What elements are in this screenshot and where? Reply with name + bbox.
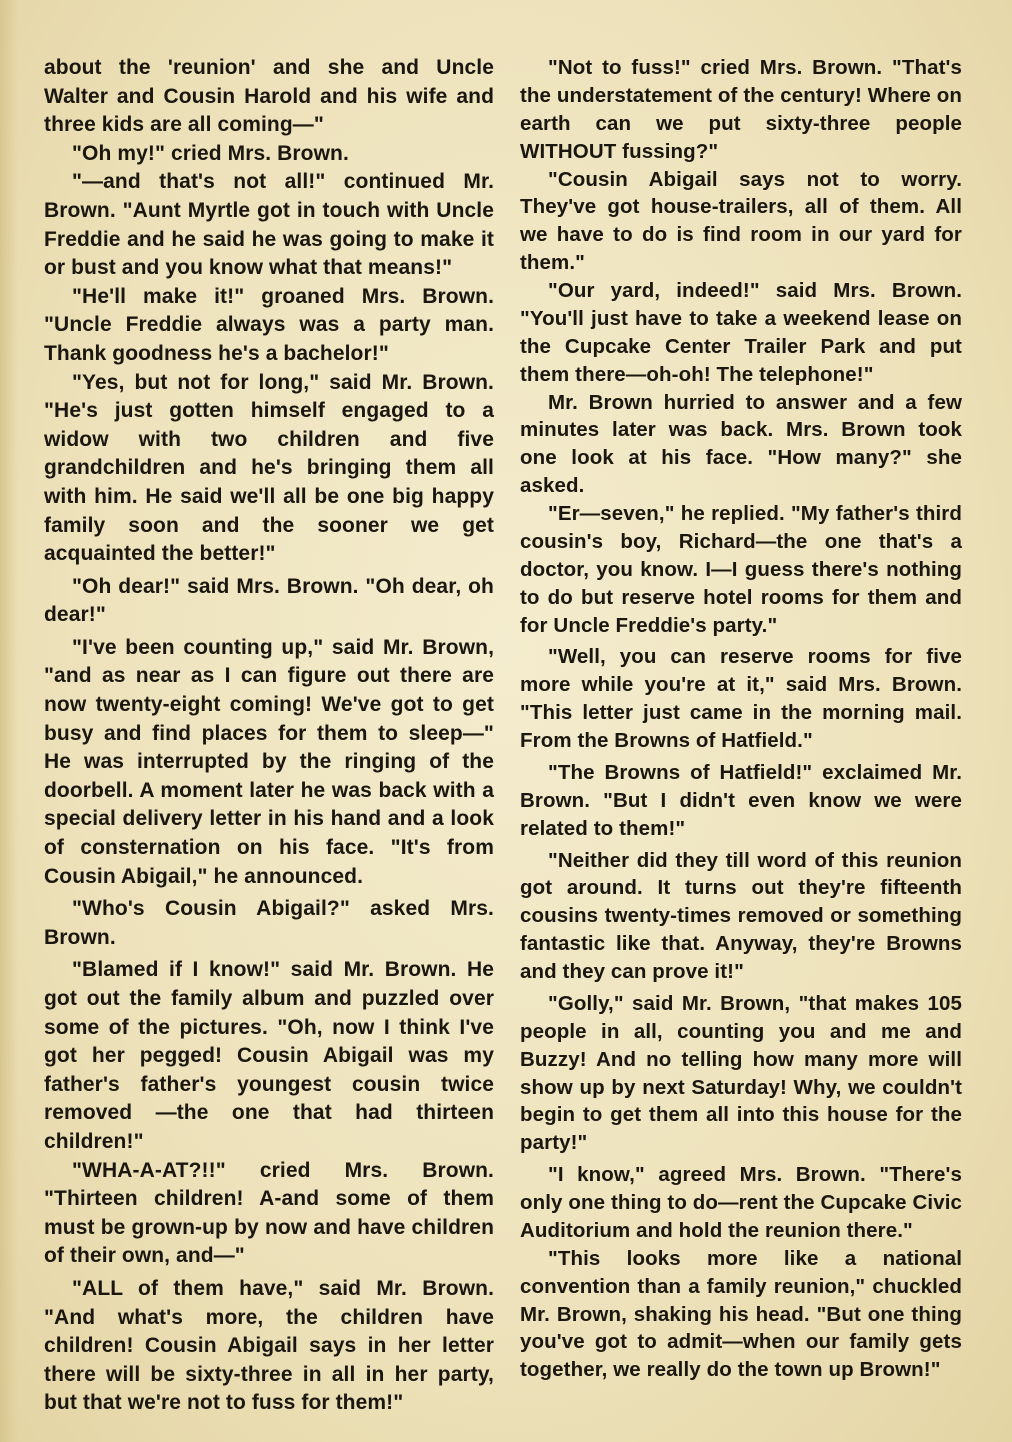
paragraph: "Our yard, indeed!" said Mrs. Brown. "You'll just have to take a weekend lease on the Cupcake Center Trailer Park and put them there—oh-oh! The telephone!"	[520, 279, 962, 386]
paragraph: about the 'reunion' and she and Uncle Walter and Cousin Harold and his wife and three kids are all coming—"	[44, 56, 494, 137]
paragraph: "Cousin Abigail says not to worry. They've got house-trailers, all of them. All we have to do is find room in our yard for them."	[520, 167, 962, 275]
paragraph: "—and that's not all!" continued Mr. Brown. "Aunt Myrtle got in touch with Uncle Freddie and he said he was going to make it or bust and you know what that means!"	[44, 170, 494, 280]
paragraph: Mr. Brown hurried to answer and a few minutes later was back. Mrs. Brown took one look at his face. "How many?" she asked.	[520, 390, 962, 498]
paragraph: "I've been counting up," said Mr. Brown, "and as near as I can figure out there are now twenty-eight coming! We've got to get busy and find places for them to sleep—" He was interrupted by the ringing of the doorbell. A moment later he was back with a special delivery letter in his hand and a look of consternation on his face. "It's from Cousin Abigail," he announced.	[44, 635, 494, 888]
page-edge	[0, 0, 18, 1442]
paragraph: "This looks more like a national convention than a family reunion," chuckled Mr. Brown, shaking his head. "But one thing you've got to admit—when our family gets together, we really do the town up Brown!"	[520, 1246, 962, 1382]
paragraph: "Golly," said Mr. Brown, "that makes 105 people in all, counting you and me and Buzzy! And no telling how many more will show up by next Saturday! Why, we couldn't begin to get them all into this house for the party!"	[520, 991, 962, 1155]
paragraph: "Oh dear!" said Mrs. Brown. "Oh dear, oh dear!"	[44, 574, 494, 627]
paragraph: "I know," agreed Mrs. Brown. "There's only one thing to do—rent the Cupcake Civic Auditorium and hold the reunion there."	[520, 1163, 962, 1242]
left-column	[44, 54, 494, 1418]
paragraph: "ALL of them have," said Mr. Brown. "And what's more, the children have children! Cousin Abigail says in her letter there will be sixty-three in all in her party, but that we're not to fuss for them!"	[44, 1276, 494, 1415]
paragraph: "Er—seven," he replied. "My father's third cousin's boy, Richard—the one that's a doctor, you know. I—I guess there's nothing to do but reserve hotel rooms for them and for Uncle Freddie's party."	[520, 502, 962, 637]
paragraph: "Oh my!" cried Mrs. Brown.	[72, 141, 349, 165]
paragraph: "WHA-A-AT?!!" cried Mrs. Brown. "Thirteen children! A-and some of them must be grown-up by now and have children of their own, and—"	[44, 1158, 494, 1268]
paragraph: "Who's Cousin Abigail?" asked Mrs. Brown.	[44, 897, 494, 949]
right-column	[520, 54, 962, 1384]
paragraph: "Blamed if I know!" said Mr. Brown. He got out the family album and puzzled over some of the pictures. "Oh, now I think I've got her pegged! Cousin Abigail was my father's father's youngest cousin twice removed —the one that had thirteen children!"	[44, 958, 494, 1153]
paragraph: "Well, you can reserve rooms for five more while you're at it," said Mrs. Brown. "This letter just came in the morning mail. From the Browns of Hatfield."	[520, 645, 962, 752]
paragraph: "Not to fuss!" cried Mrs. Brown. "That's the understatement of the century! Where on earth can we put sixty-three people WITHOUT fussing?"	[520, 56, 962, 163]
paragraph: "Yes, but not for long," said Mr. Brown. "He's just gotten himself engaged to a widow with two children and five grandchildren and he's bringing them all with him. He said we'll all be one big happy family soon and the sooner we get acquainted the better!"	[44, 370, 494, 566]
paragraph: "He'll make it!" groaned Mrs. Brown. "Uncle Freddie always was a party man. Thank goodness he's a bachelor!"	[44, 284, 494, 365]
paragraph: "The Browns of Hatfield!" exclaimed Mr. Brown. "But I didn't even know we were related to them!"	[520, 760, 962, 840]
paragraph: "Neither did they till word of this reunion got around. It turns out they're fifteenth cousins twenty-times removed or something fantastic like that. Anyway, they're Browns and they can prove it!"	[520, 848, 962, 983]
